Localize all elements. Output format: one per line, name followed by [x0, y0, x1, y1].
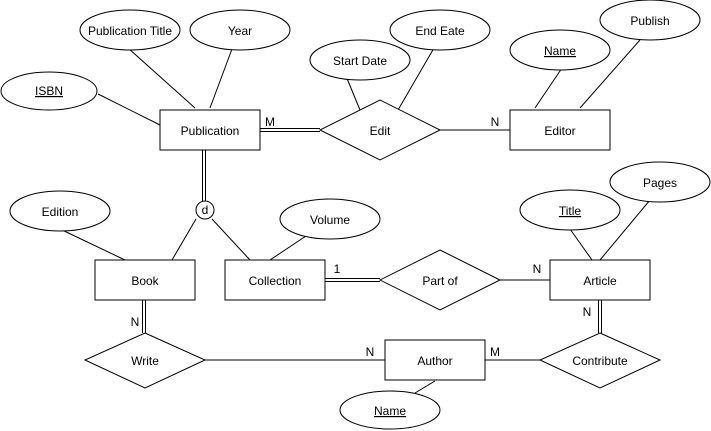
edit-label: Edit: [369, 124, 391, 138]
volume-connector: [270, 236, 306, 260]
disjoint-circle[interactable]: [196, 201, 214, 219]
relationship-write[interactable]: [85, 333, 205, 388]
cardinality-edit-editor: N: [490, 115, 500, 129]
cardinality-collection-partof: 1: [333, 262, 341, 276]
relationship-part-of[interactable]: [380, 250, 500, 310]
entity-editor[interactable]: [510, 110, 610, 150]
end-date-label: End Eate: [415, 24, 465, 38]
attribute-pages[interactable]: [610, 162, 710, 202]
entity-book[interactable]: [95, 260, 195, 300]
attribute-volume[interactable]: [280, 199, 380, 239]
relationship-contribute[interactable]: [540, 333, 660, 388]
d-book-connector: [172, 219, 196, 260]
d-collection-connector: [212, 219, 250, 260]
cardinality-partof-article: N: [532, 262, 542, 276]
cardinality-article-contribute: N: [582, 305, 592, 319]
attribute-year[interactable]: [190, 10, 290, 50]
attribute-author-name[interactable]: [340, 391, 440, 429]
attribute-end-date[interactable]: [390, 10, 490, 50]
author-name-connector: [415, 381, 435, 393]
article-label: Article: [583, 274, 617, 288]
entity-article[interactable]: [550, 260, 650, 300]
publish-label: Publish: [630, 14, 670, 28]
editor-name-label: Name: [543, 44, 577, 58]
article-title-label: Title: [558, 204, 582, 218]
collection-label: Collection: [248, 274, 302, 288]
cardinality-publication-edit: M: [265, 115, 275, 129]
book-label: Book: [131, 274, 159, 288]
start-date-label: Start Date: [332, 54, 388, 68]
article-title-connector: [570, 229, 592, 260]
author-name-label: Name: [373, 404, 407, 418]
relationship-edit[interactable]: [320, 100, 440, 160]
isbn-label: ISBN: [34, 84, 64, 98]
start-date-connector: [346, 76, 360, 110]
edition-connector: [60, 229, 125, 260]
attribute-isbn[interactable]: [1, 72, 97, 110]
attribute-publication-title[interactable]: [80, 10, 180, 50]
attribute-editor-name[interactable]: [510, 30, 610, 70]
volume-label: Volume: [309, 213, 351, 227]
part-of-label: Part of: [422, 274, 458, 288]
attribute-start-date[interactable]: [310, 40, 410, 80]
cardinality-write-author: N: [365, 345, 375, 359]
cardinality-author-contribute: M: [490, 345, 500, 359]
publication-label: Publication: [180, 124, 240, 138]
cardinality-book-write: N: [130, 315, 140, 329]
publication-title-label: Publication Title: [87, 24, 173, 38]
year-connector: [210, 49, 232, 108]
editor-name-connector: [535, 68, 562, 108]
pages-label: Pages: [642, 176, 678, 190]
contribute-label: Contribute: [572, 354, 628, 368]
entity-publication[interactable]: [160, 110, 260, 150]
attribute-article-title[interactable]: [520, 190, 620, 230]
write-label: Write: [131, 354, 159, 368]
entity-collection[interactable]: [225, 260, 325, 300]
entity-author[interactable]: [385, 340, 485, 380]
year-label: Year: [227, 24, 253, 38]
editor-label: Editor: [544, 124, 576, 138]
disjoint-label: d: [201, 203, 209, 217]
author-label: Author: [417, 354, 453, 368]
cardinality-labels: [131, 115, 592, 359]
attribute-publish[interactable]: [600, 0, 700, 40]
attribute-edition[interactable]: [10, 191, 110, 231]
edition-label: Edition: [41, 205, 79, 219]
publication-title-connector: [128, 48, 195, 108]
isbn-connector: [98, 94, 160, 125]
